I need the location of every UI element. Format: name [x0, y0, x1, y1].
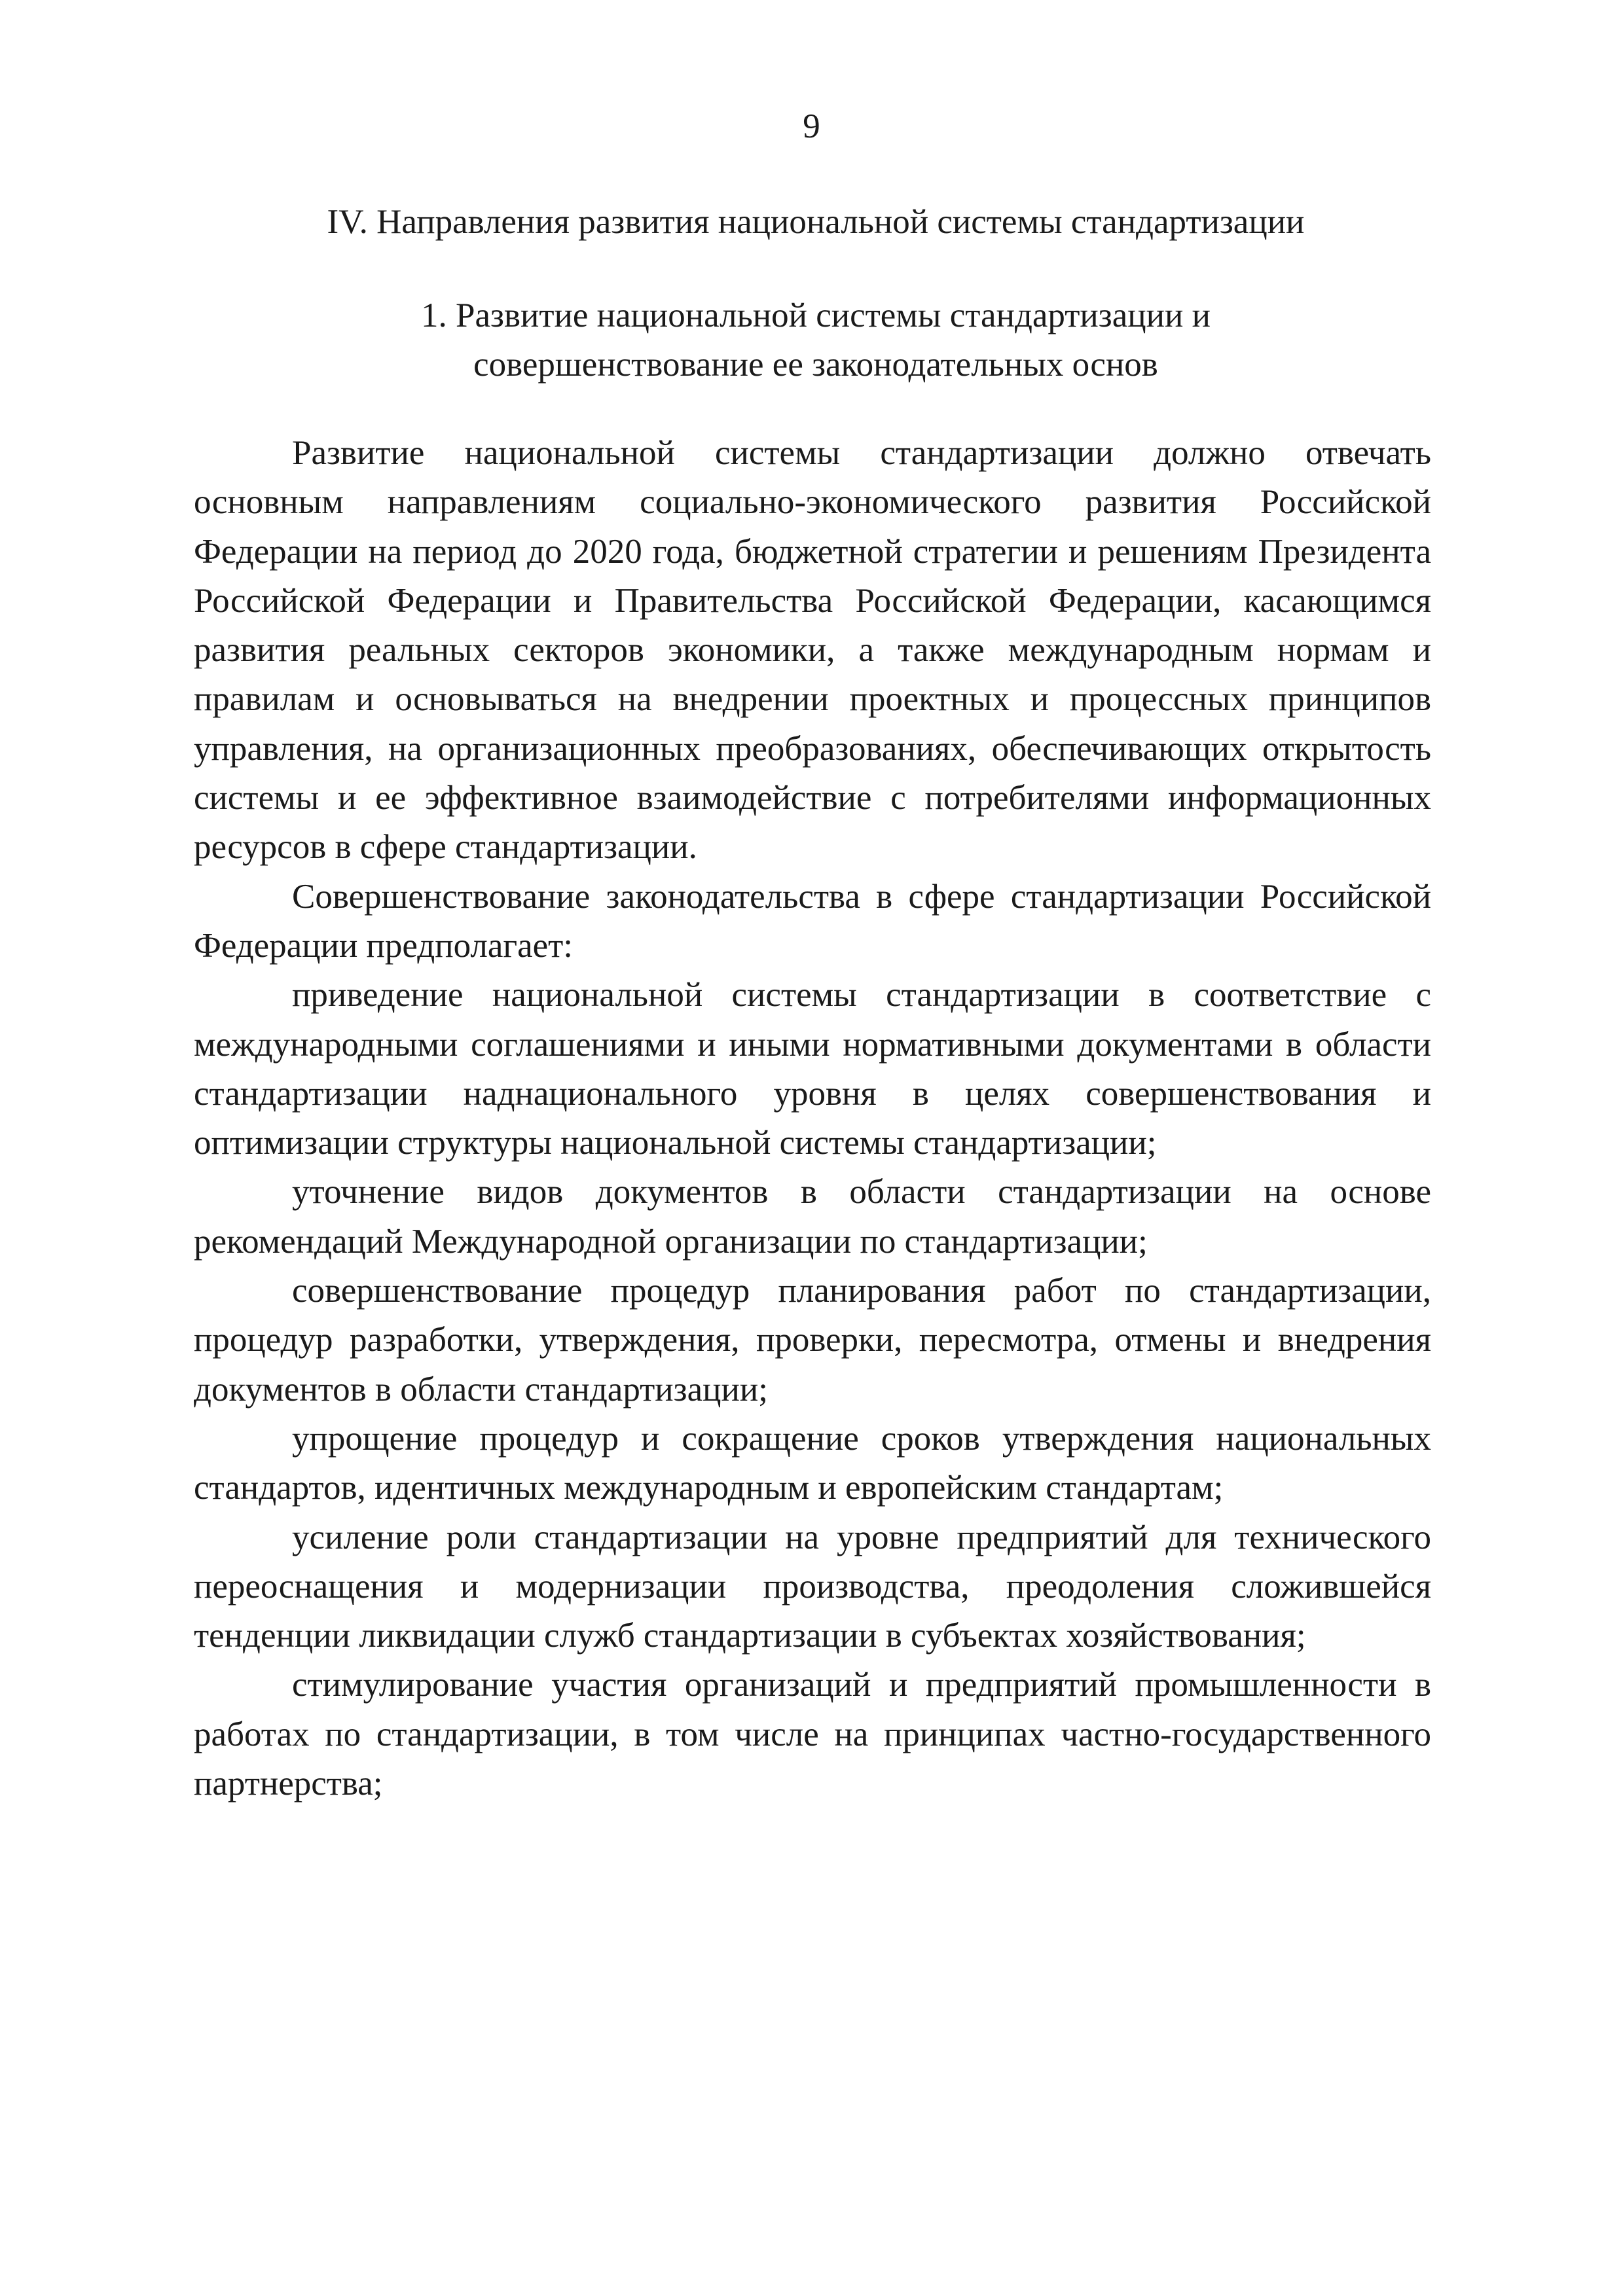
subsection-title-line-2: совершенствование ее законодательных основ	[473, 346, 1158, 384]
list-item-paragraph: совершенствование процедур планирования работ по стандартизации, процедур разработки, утверждения, проверки, пересмотра, отмены и внедрения документов в области стандартизации;	[194, 1272, 1431, 1408]
page-number: 9	[803, 107, 820, 145]
list-item-paragraph: приведение национальной системы стандартизации в соответствие с международными соглашениями и иными нормативными документами в области стандартизации наднационального уровня в целях совершенствования и оптимизации структуры национальной системы стандартизации;	[194, 976, 1431, 1162]
subsection-title-line-1: 1. Развитие национальной системы стандартизации и	[421, 296, 1211, 334]
list-item-paragraph: стимулирование участия организаций и предприятий промышленности в работах по стандартизации, в том числе на принципах частно-государственного партнерства;	[194, 1666, 1431, 1803]
list-item-paragraph: упрощение процедур и сокращение сроков утверждения национальных стандартов, идентичных международным и европейским стандартам;	[194, 1419, 1431, 1507]
list-item-paragraph: уточнение видов документов в области стандартизации на основе рекомендаций Международной организации по стандартизации;	[194, 1173, 1431, 1261]
section-title: IV. Направления развития национальной системы стандартизации	[327, 203, 1305, 241]
paragraph: Совершенствование законодательства в сфере стандартизации Российской Федерации предполагает:	[194, 877, 1431, 965]
list-item-paragraph: усиление роли стандартизации на уровне предприятий для технического переоснащения и модернизации производства, преодоления сложившейся тенденции ликвидации служб стандартизации в субъектах хозяйствования;	[194, 1518, 1431, 1655]
body-text	[194, 429, 1431, 1808]
subsection-heading	[194, 291, 1438, 389]
section-heading	[194, 198, 1438, 247]
paragraph: Развитие национальной системы стандартизации должно отвечать основным направлениям социально-экономического развития Российской Федерации на период до 2020 года, бюджетной стратегии и решениям Президента Российской Федерации и Правительства Российской Федерации, касающимся развития реальных секторов экономики, а также международным нормам и правилам и основываться на внедрении проектных и процессных принципов управления, на организационных преобразованиях, обеспечивающих открытость системы и ее эффективное взаимодействие с потребителями информационных ресурсов в сфере стандартизации.	[194, 434, 1431, 867]
